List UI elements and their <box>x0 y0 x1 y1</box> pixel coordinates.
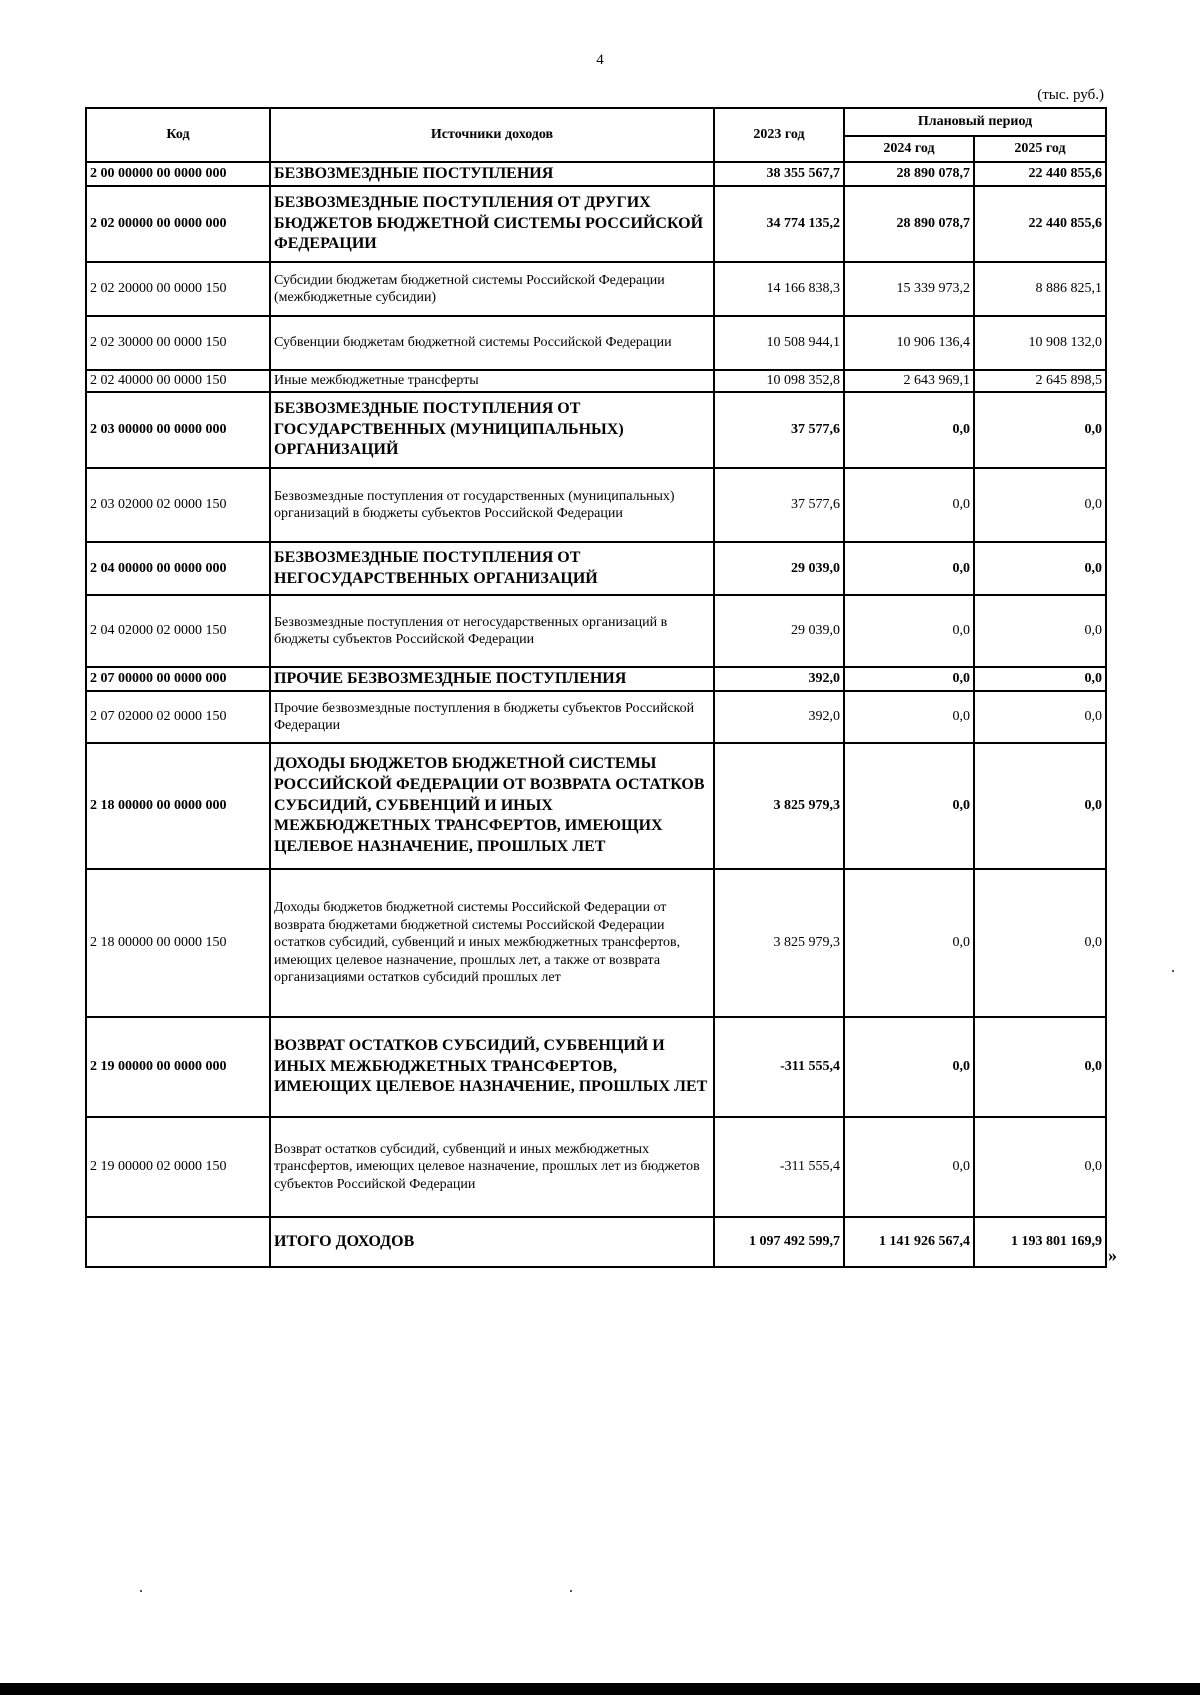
row-value-2023: 3 825 979,3 <box>714 869 844 1017</box>
row-name: Иные межбюджетные трансферты <box>270 370 714 392</box>
row-value-2025: 0,0 <box>974 595 1106 667</box>
units-label: (тыс. руб.) <box>1037 87 1104 103</box>
row-value-2023: 392,0 <box>714 667 844 691</box>
row-value-2025: 0,0 <box>974 392 1106 468</box>
revenue-table <box>85 107 1107 1268</box>
total-value-2023: 1 097 492 599,7 <box>714 1217 844 1267</box>
row-code: 2 18 00000 00 0000 150 <box>86 869 270 1017</box>
total-label: ИТОГО ДОХОДОВ <box>270 1217 714 1267</box>
row-name: Безвозмездные поступления от негосударственных организаций в бюджеты субъектов Российской Федерации <box>270 595 714 667</box>
row-code: 2 02 00000 00 0000 000 <box>86 186 270 262</box>
row-value-2023: -311 555,4 <box>714 1017 844 1117</box>
table-row <box>86 691 1106 743</box>
row-code: 2 18 00000 00 0000 000 <box>86 743 270 869</box>
row-code: 2 04 02000 02 0000 150 <box>86 595 270 667</box>
row-name: Прочие безвозмездные поступления в бюджеты субъектов Российской Федерации <box>270 691 714 743</box>
row-code: 2 04 00000 00 0000 000 <box>86 542 270 595</box>
row-value-2023: 37 577,6 <box>714 392 844 468</box>
total-value-2024: 1 141 926 567,4 <box>844 1217 974 1267</box>
table-row <box>86 468 1106 542</box>
closing-quote-mark: » <box>1108 1245 1117 1265</box>
row-value-2025: 0,0 <box>974 743 1106 869</box>
row-name: БЕЗВОЗМЕЗДНЫЕ ПОСТУПЛЕНИЯ ОТ ГОСУДАРСТВЕННЫХ (МУНИЦИПАЛЬНЫХ) ОРГАНИЗАЦИЙ <box>270 392 714 468</box>
table-row <box>86 743 1106 869</box>
row-code: 2 02 20000 00 0000 150 <box>86 262 270 316</box>
total-code <box>86 1217 270 1267</box>
table-row <box>86 370 1106 392</box>
row-value-2024: 28 890 078,7 <box>844 186 974 262</box>
row-value-2023: 3 825 979,3 <box>714 743 844 869</box>
row-code: 2 02 40000 00 0000 150 <box>86 370 270 392</box>
table-row <box>86 869 1106 1017</box>
table-row <box>86 162 1106 186</box>
total-row <box>86 1217 1106 1267</box>
table-row <box>86 595 1106 667</box>
row-value-2025: 0,0 <box>974 542 1106 595</box>
row-name: Доходы бюджетов бюджетной системы Российской Федерации от возврата бюджетами бюджетной системы Российской Федерации остатков субсидий, субвенций и иных межбюджетных трансфертов, имеющих целевое назначение, прошлых лет, а также от возврата организациями остатков субсидий прошлых лет <box>270 869 714 1017</box>
row-value-2025: 0,0 <box>974 1017 1106 1117</box>
table-row <box>86 262 1106 316</box>
row-value-2023: 29 039,0 <box>714 595 844 667</box>
row-name: ВОЗВРАТ ОСТАТКОВ СУБСИДИЙ, СУБВЕНЦИЙ И ИНЫХ МЕЖБЮДЖЕТНЫХ ТРАНСФЕРТОВ, ИМЕЮЩИХ ЦЕЛЕВОЕ НАЗНАЧЕНИЕ, ПРОШЛЫХ ЛЕТ <box>270 1017 714 1117</box>
row-value-2025: 0,0 <box>974 869 1106 1017</box>
row-value-2025: 0,0 <box>974 1117 1106 1217</box>
page-number: 4 <box>596 52 604 68</box>
table-row <box>86 186 1106 262</box>
row-code: 2 03 00000 00 0000 000 <box>86 392 270 468</box>
table-row <box>86 1117 1106 1217</box>
row-name: БЕЗВОЗМЕЗДНЫЕ ПОСТУПЛЕНИЯ <box>270 162 714 186</box>
row-value-2025: 8 886 825,1 <box>974 262 1106 316</box>
row-value-2025: 22 440 855,6 <box>974 186 1106 262</box>
row-value-2025: 2 645 898,5 <box>974 370 1106 392</box>
row-name: БЕЗВОЗМЕЗДНЫЕ ПОСТУПЛЕНИЯ ОТ ДРУГИХ БЮДЖЕТОВ БЮДЖЕТНОЙ СИСТЕМЫ РОССИЙСКОЙ ФЕДЕРАЦИИ <box>270 186 714 262</box>
table-row <box>86 392 1106 468</box>
row-name: Возврат остатков субсидий, субвенций и иных межбюджетных трансфертов, имеющих целевое назначение, прошлых лет из бюджетов субъектов Российской Федерации <box>270 1117 714 1217</box>
row-value-2025: 0,0 <box>974 667 1106 691</box>
row-value-2024: 2 643 969,1 <box>844 370 974 392</box>
row-value-2024: 0,0 <box>844 542 974 595</box>
total-value-2025: 1 193 801 169,9 <box>974 1217 1106 1267</box>
row-code: 2 07 02000 02 0000 150 <box>86 691 270 743</box>
table-row <box>86 542 1106 595</box>
header-year-2024: 2024 год <box>844 136 974 162</box>
table-body <box>86 162 1106 1267</box>
table-row <box>86 1017 1106 1117</box>
row-code: 2 19 00000 00 0000 000 <box>86 1017 270 1117</box>
row-value-2024: 10 906 136,4 <box>844 316 974 370</box>
row-name: БЕЗВОЗМЕЗДНЫЕ ПОСТУПЛЕНИЯ ОТ НЕГОСУДАРСТВЕННЫХ ОРГАНИЗАЦИЙ <box>270 542 714 595</box>
header-year-2023: 2023 год <box>714 108 844 162</box>
row-value-2023: 10 508 944,1 <box>714 316 844 370</box>
row-value-2023: 29 039,0 <box>714 542 844 595</box>
row-value-2025: 22 440 855,6 <box>974 162 1106 186</box>
row-value-2023: 14 166 838,3 <box>714 262 844 316</box>
row-value-2024: 0,0 <box>844 595 974 667</box>
row-value-2024: 28 890 078,7 <box>844 162 974 186</box>
row-value-2023: 38 355 567,7 <box>714 162 844 186</box>
header-planned-period: Плановый период <box>844 108 1106 136</box>
header-code: Код <box>86 108 270 162</box>
scan-border <box>0 1683 1200 1695</box>
scan-speck <box>570 1590 572 1592</box>
header-source: Источники доходов <box>270 108 714 162</box>
row-code: 2 00 00000 00 0000 000 <box>86 162 270 186</box>
row-value-2023: -311 555,4 <box>714 1117 844 1217</box>
row-value-2024: 0,0 <box>844 869 974 1017</box>
row-value-2023: 10 098 352,8 <box>714 370 844 392</box>
row-name: Безвозмездные поступления от государственных (муниципальных) организаций в бюджеты субъектов Российской Федерации <box>270 468 714 542</box>
row-code: 2 03 02000 02 0000 150 <box>86 468 270 542</box>
row-value-2025: 0,0 <box>974 468 1106 542</box>
row-value-2024: 0,0 <box>844 667 974 691</box>
row-name: ДОХОДЫ БЮДЖЕТОВ БЮДЖЕТНОЙ СИСТЕМЫ РОССИЙСКОЙ ФЕДЕРАЦИИ ОТ ВОЗВРАТА ОСТАТКОВ СУБСИДИЙ, СУБВЕНЦИЙ И ИНЫХ МЕЖБЮДЖЕТНЫХ ТРАНСФЕРТОВ, ИМЕЮЩИХ ЦЕЛЕВОЕ НАЗНАЧЕНИЕ, ПРОШЛЫХ ЛЕТ <box>270 743 714 869</box>
scan-speck <box>1172 970 1174 972</box>
row-name: ПРОЧИЕ БЕЗВОЗМЕЗДНЫЕ ПОСТУПЛЕНИЯ <box>270 667 714 691</box>
table-row <box>86 667 1106 691</box>
scan-speck <box>140 1590 142 1592</box>
row-value-2024: 0,0 <box>844 1117 974 1217</box>
row-code: 2 07 00000 00 0000 000 <box>86 667 270 691</box>
row-value-2024: 0,0 <box>844 743 974 869</box>
row-value-2023: 392,0 <box>714 691 844 743</box>
table-row <box>86 316 1106 370</box>
header-year-2025: 2025 год <box>974 136 1106 162</box>
row-value-2023: 37 577,6 <box>714 468 844 542</box>
row-value-2024: 0,0 <box>844 691 974 743</box>
row-value-2024: 0,0 <box>844 468 974 542</box>
row-value-2025: 10 908 132,0 <box>974 316 1106 370</box>
row-value-2024: 0,0 <box>844 1017 974 1117</box>
row-code: 2 02 30000 00 0000 150 <box>86 316 270 370</box>
row-value-2024: 15 339 973,2 <box>844 262 974 316</box>
row-value-2024: 0,0 <box>844 392 974 468</box>
row-name: Субвенции бюджетам бюджетной системы Российской Федерации <box>270 316 714 370</box>
row-value-2023: 34 774 135,2 <box>714 186 844 262</box>
row-name: Субсидии бюджетам бюджетной системы Российской Федерации (межбюджетные субсидии) <box>270 262 714 316</box>
row-code: 2 19 00000 02 0000 150 <box>86 1117 270 1217</box>
row-value-2025: 0,0 <box>974 691 1106 743</box>
